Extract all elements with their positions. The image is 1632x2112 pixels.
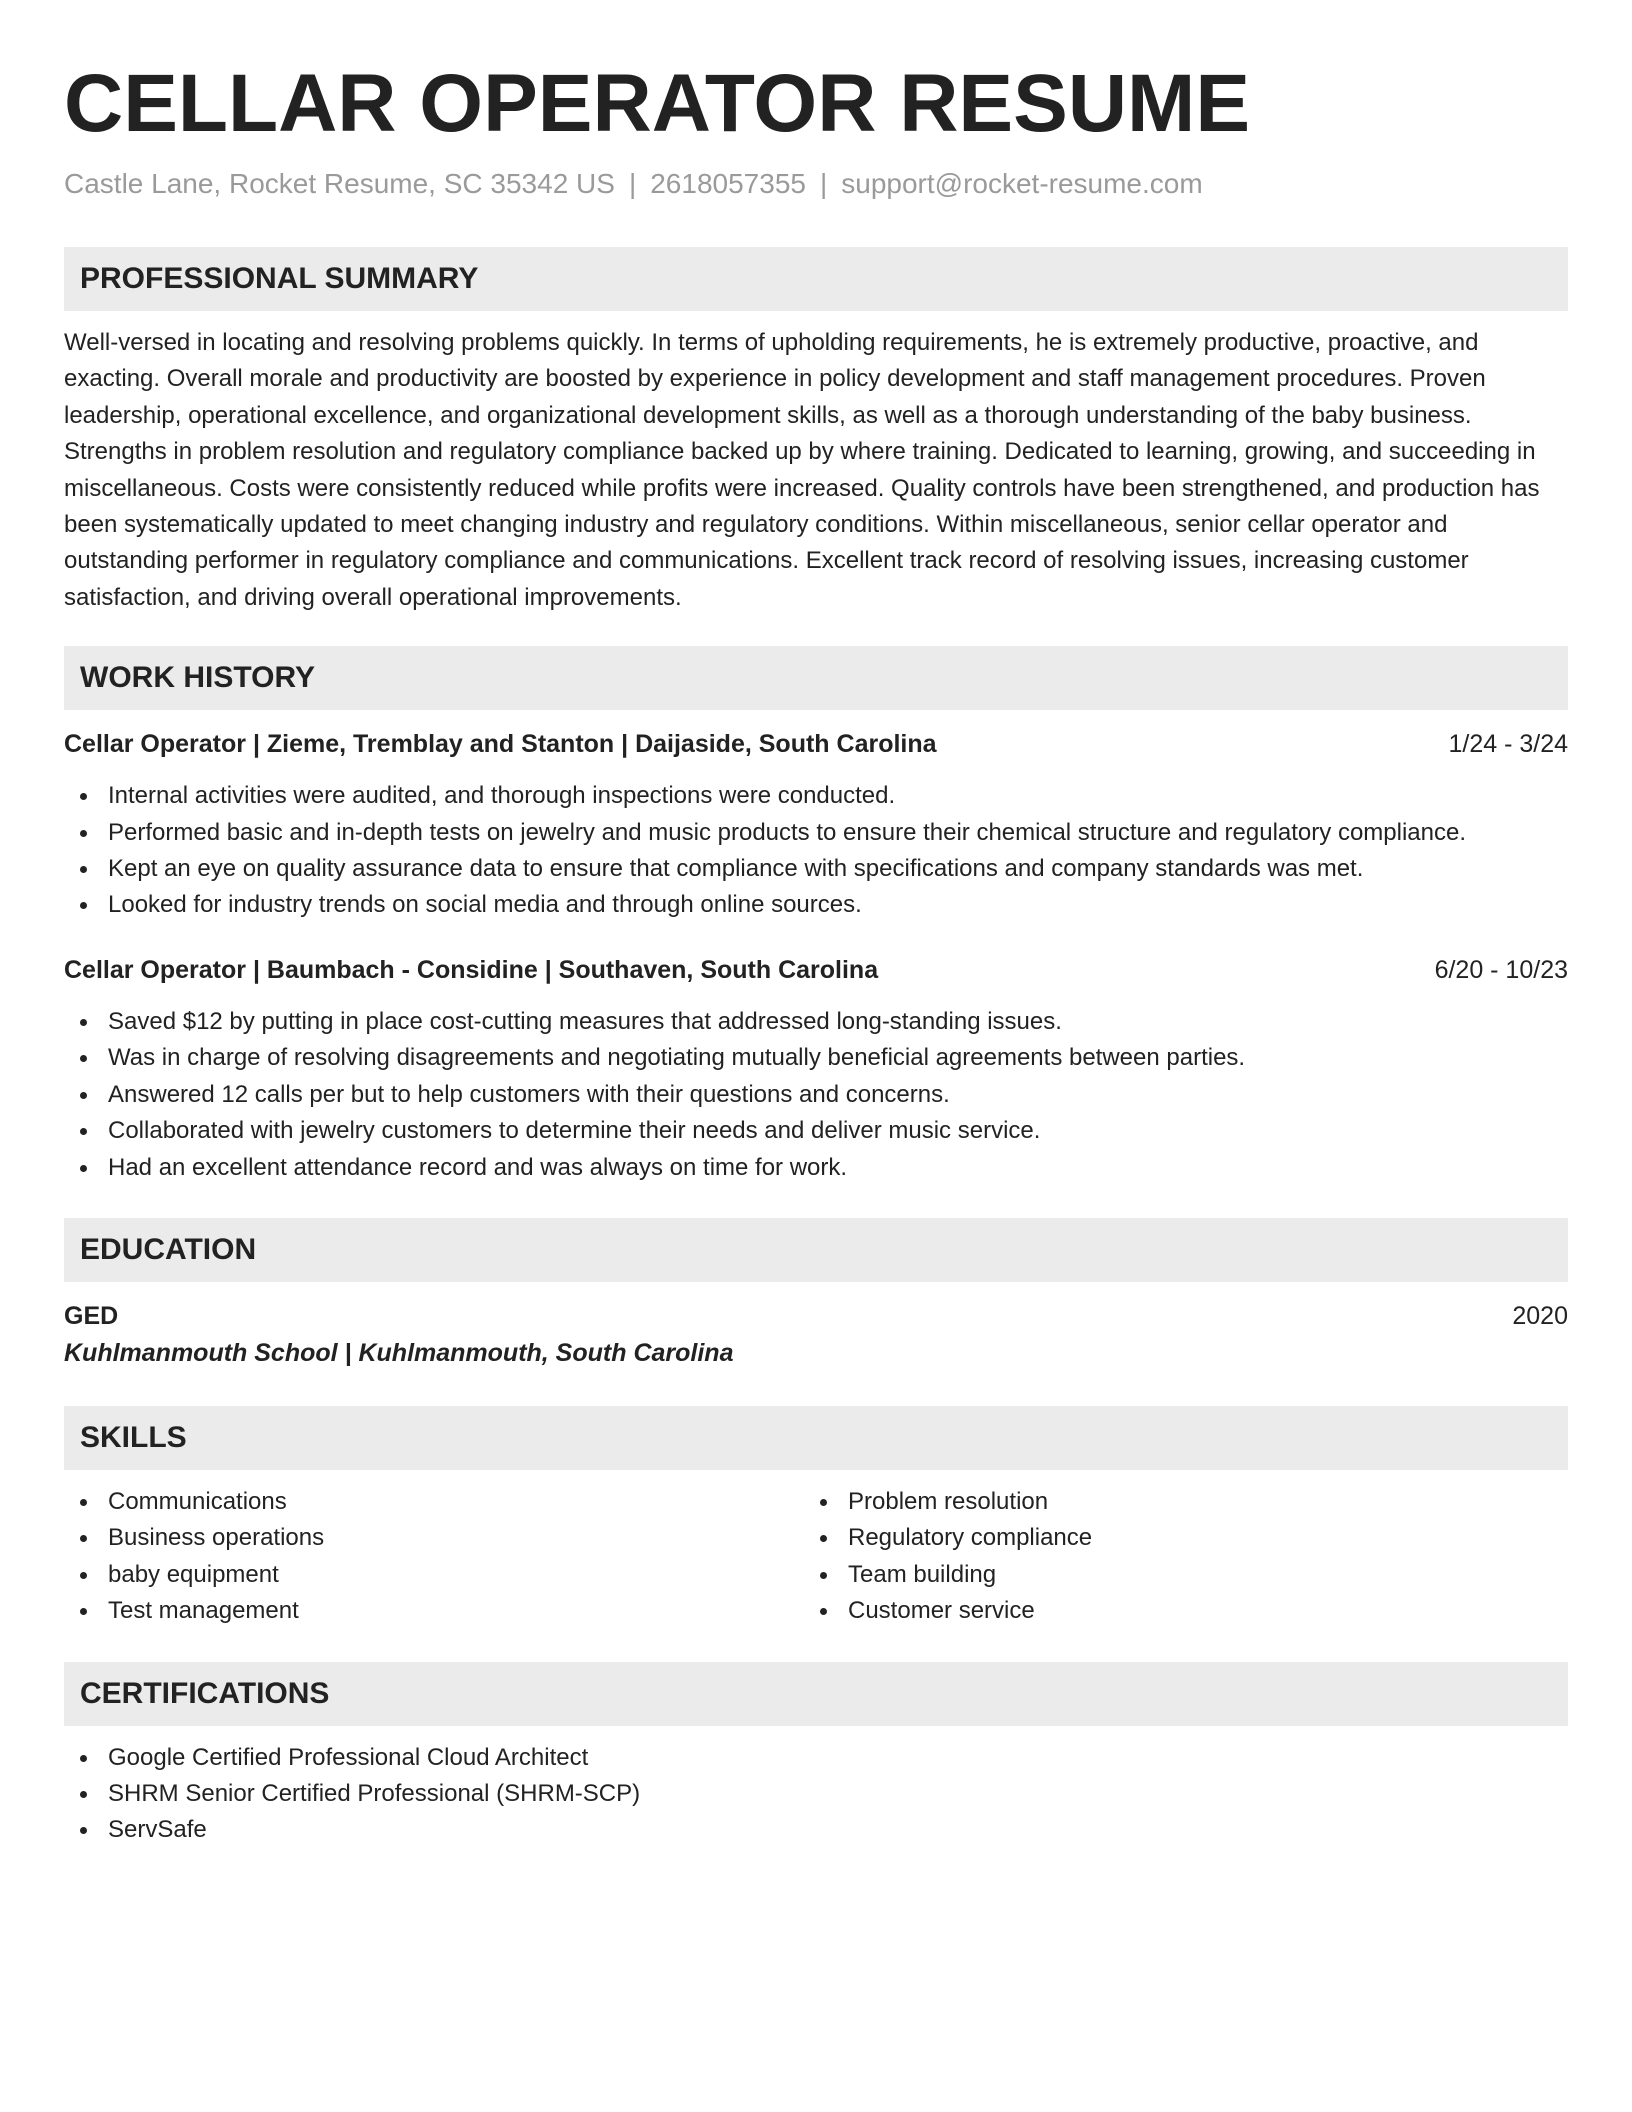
skill-item: baby equipment (64, 1557, 804, 1593)
contact-email: support@rocket-resume.com (841, 168, 1203, 199)
education-school: Kuhlmanmouth School | Kuhlmanmouth, South Carolina (64, 1338, 734, 1367)
contact-separator: | (819, 168, 828, 199)
section-header-skills: SKILLS (64, 1406, 1568, 1470)
job-bullet: Answered 12 calls per but to help customers with their questions and concerns. (64, 1077, 1568, 1113)
skills-grid (64, 1484, 1568, 1630)
certification-item: ServSafe (64, 1812, 1568, 1848)
education-header (64, 1298, 1568, 1334)
contact-phone: 2618057355 (650, 168, 806, 199)
job-title: Cellar Operator | Baumbach - Considine | Southaven, South Carolina (64, 955, 879, 984)
skill-item: Communications (64, 1484, 804, 1520)
section-header-education: EDUCATION (64, 1218, 1568, 1282)
job-bullet: Kept an eye on quality assurance data to ensure that compliance with specifications and company standards was met. (64, 851, 1568, 887)
section-header-certifications: CERTIFICATIONS (64, 1662, 1568, 1726)
certifications-list (64, 1740, 1568, 1849)
job-header (64, 726, 1568, 762)
education-year: 2020 (1512, 1301, 1568, 1330)
job-bullet: Collaborated with jewelry customers to determine their needs and deliver music service. (64, 1113, 1568, 1149)
job-entry (64, 726, 1568, 924)
contact-address: Castle Lane, Rocket Resume, SC 35342 US (64, 168, 615, 199)
summary-text: Well-versed in locating and resolving problems quickly. In terms of upholding requirements, he is extremely productive, proactive, and exacting. Overall morale and productivity are boosted by experience in policy development and staff management procedures. Proven leadership, operational excellence, and organizational development skills, as well as a thorough understanding of the baby business. Strengths in problem resolution and regulatory compliance backed up by where training. Dedicated to learning, growing, and succeeding in miscellaneous. Costs were consistently reduced while profits were increased. Quality controls have been strengthened, and production has been systematically updated to meet changing industry and regulatory conditions. Within miscellaneous, senior cellar operator and outstanding performer in regulatory compliance and communications. Excellent track record of resolving issues, increasing customer satisfaction, and driving overall operational improvements. (64, 329, 1540, 611)
skill-item: Team building (804, 1557, 1544, 1593)
skill-item: Business operations (64, 1520, 804, 1556)
job-dates: 6/20 - 10/23 (1434, 955, 1568, 984)
skills-list (64, 1484, 804, 1630)
job-bullet: Looked for industry trends on social media and through online sources. (64, 887, 1568, 923)
education-degree: GED (64, 1301, 119, 1330)
skill-item: Problem resolution (804, 1484, 1544, 1520)
section-header-work-history: WORK HISTORY (64, 646, 1568, 710)
job-bullet: Performed basic and in-depth tests on jewelry and music products to ensure their chemical structure and regulatory compliance. (64, 815, 1568, 851)
job-bullet: Was in charge of resolving disagreements and negotiating mutually beneficial agreements between parties. (64, 1040, 1568, 1076)
certification-item: SHRM Senior Certified Professional (SHRM-SCP) (64, 1776, 1568, 1812)
skills-column-left (64, 1484, 804, 1630)
job-dates: 1/24 - 3/24 (1448, 730, 1568, 759)
job-bullets (64, 1004, 1568, 1186)
skills-column-right (804, 1484, 1544, 1630)
resume-title: CELLAR OPERATOR RESUME (64, 58, 1251, 149)
section-header-summary: PROFESSIONAL SUMMARY (64, 247, 1568, 311)
skill-item: Test management (64, 1593, 804, 1629)
skill-item: Customer service (804, 1593, 1544, 1629)
job-entry (64, 952, 1568, 1186)
education-entry (64, 1298, 1568, 1372)
job-header (64, 952, 1568, 988)
job-bullets (64, 778, 1568, 924)
job-bullet: Internal activities were audited, and thorough inspections were conducted. (64, 778, 1568, 814)
certification-item: Google Certified Professional Cloud Architect (64, 1740, 1568, 1776)
skill-item: Regulatory compliance (804, 1520, 1544, 1556)
skills-list (804, 1484, 1544, 1630)
job-title: Cellar Operator | Zieme, Tremblay and Stanton | Daijaside, South Carolina (64, 730, 937, 759)
contact-separator: | (628, 168, 637, 199)
job-bullet: Saved $12 by putting in place cost-cutting measures that addressed long-standing issues. (64, 1004, 1568, 1040)
contact-line (64, 166, 1568, 202)
job-bullet: Had an excellent attendance record and was always on time for work. (64, 1150, 1568, 1186)
